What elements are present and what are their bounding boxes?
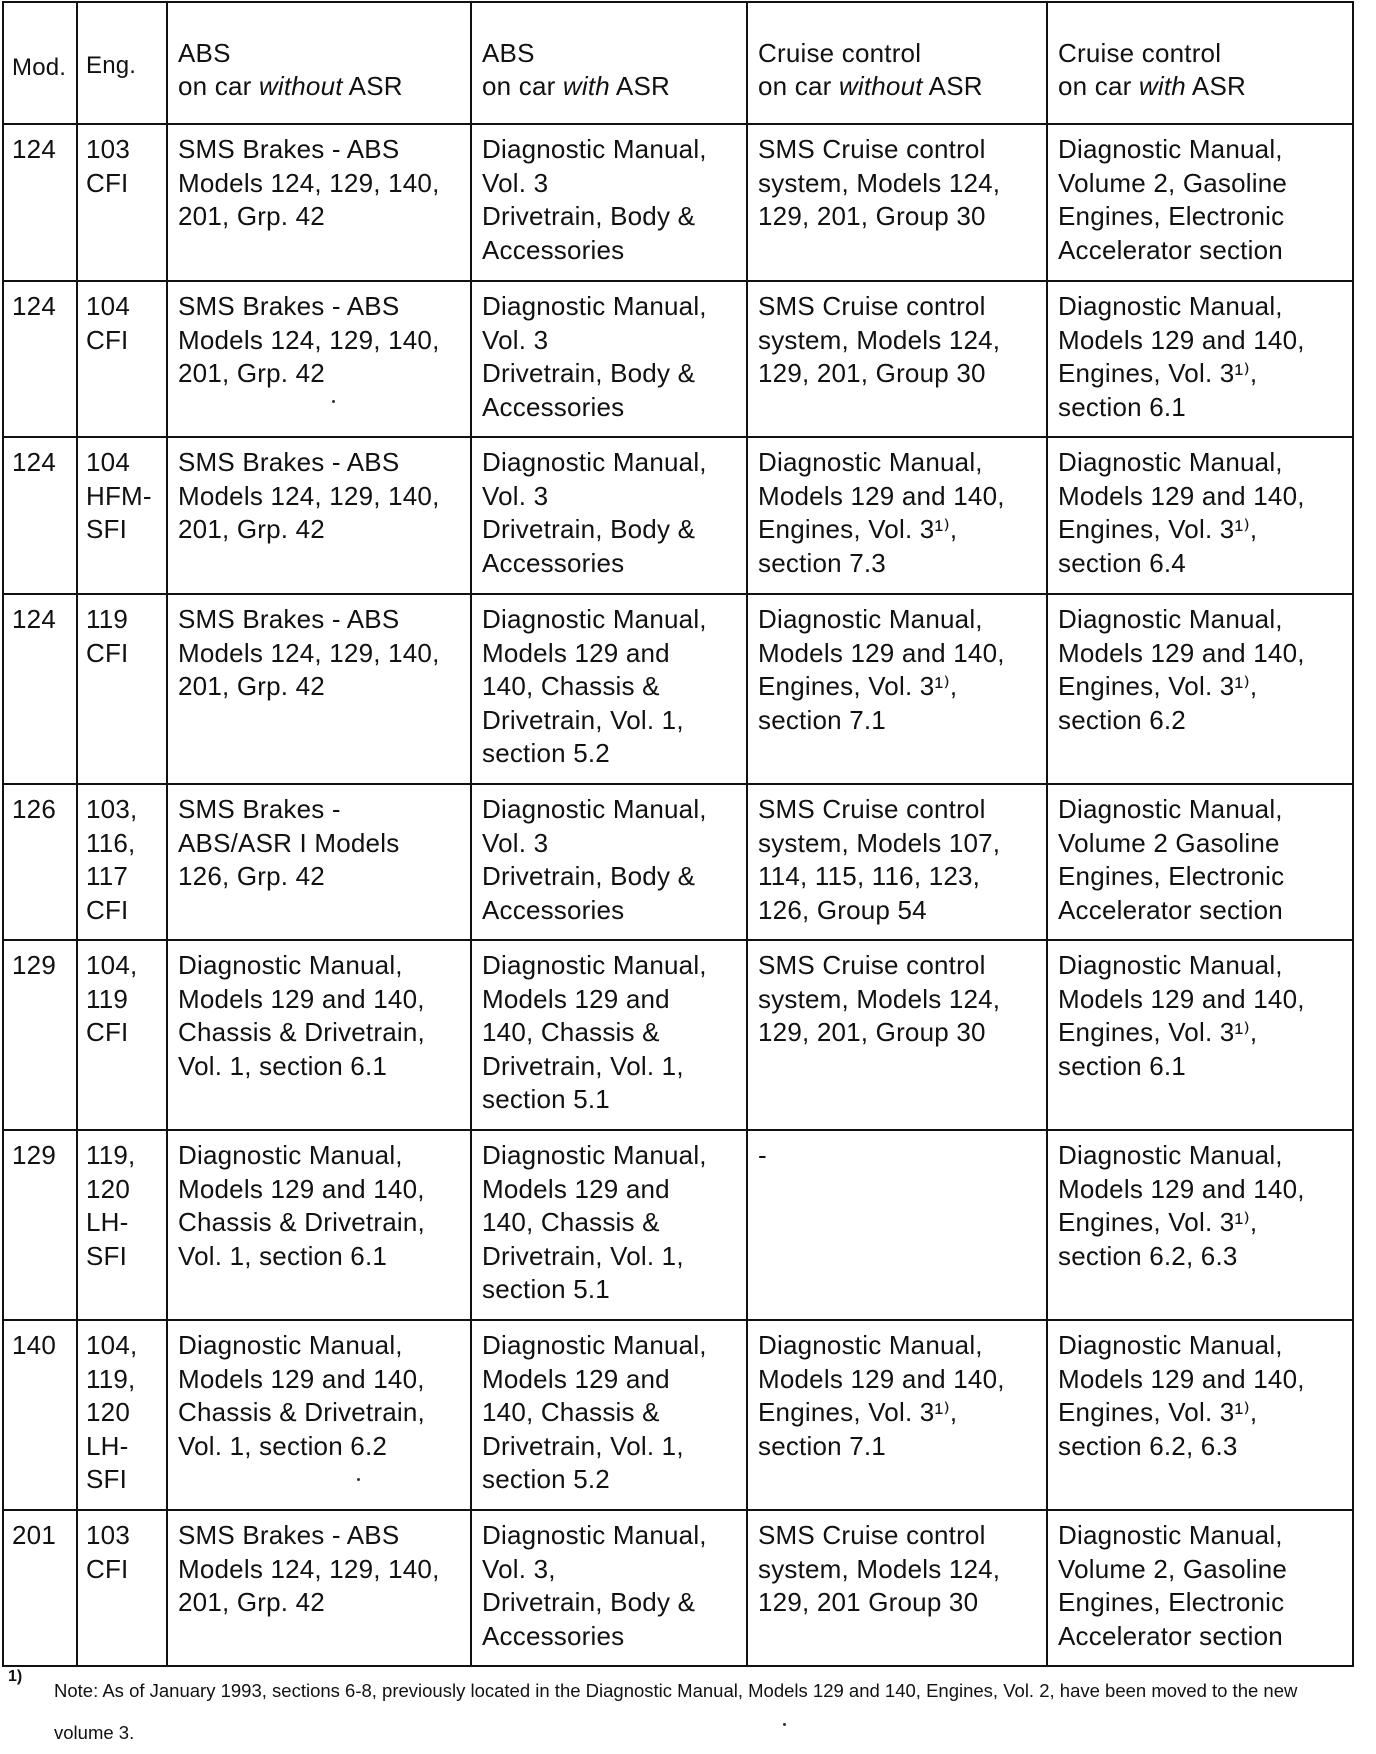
header-label-italic: with [1138, 71, 1186, 101]
header-label-line2b: ASR [1185, 71, 1246, 101]
scan-speck [357, 1478, 360, 1481]
abs-with-asr-cell: Diagnostic Manual, Models 129 and 140, Chassis & Drivetrain, Vol. 1, section 5.2 [471, 594, 747, 784]
abs-with-asr-cell: Diagnostic Manual, Vol. 3 Drivetrain, Body & Accessories [471, 437, 747, 594]
mod-cell: 124 [3, 437, 77, 594]
eng-cell: 104 HFM- SFI [77, 437, 167, 594]
eng-cell: 104, 119, 120 LH- SFI [77, 1320, 167, 1510]
eng-cell: 103 CFI [77, 124, 167, 281]
cruise-without-asr-cell: SMS Cruise control system, Models 107, 114, 115, 116, 123, 126, Group 54 [747, 784, 1047, 940]
cruise-with-asr-cell: Diagnostic Manual, Models 129 and 140, Engines, Vol. 3¹⁾, section 6.2, 6.3 [1047, 1320, 1353, 1510]
cruise-with-asr-cell: Diagnostic Manual, Volume 2, Gasoline Engines, Electronic Accelerator section [1047, 124, 1353, 281]
header-label-line1: Cruise control [758, 38, 922, 68]
mod-cell: 124 [3, 594, 77, 784]
cruise-with-asr-cell: Diagnostic Manual, Models 129 and 140, Engines, Vol. 3¹⁾, section 6.1 [1047, 940, 1353, 1130]
cruise-with-asr-cell: Diagnostic Manual, Volume 2 Gasoline Engines, Electronic Accelerator section [1047, 784, 1353, 940]
table-row [3, 1320, 1353, 1510]
cruise-without-asr-cell: SMS Cruise control system, Models 124, 129, 201, Group 30 [747, 940, 1047, 1130]
cruise-without-asr-cell: SMS Cruise control system, Models 124, 129, 201, Group 30 [747, 124, 1047, 281]
cruise-without-asr-cell: Diagnostic Manual, Models 129 and 140, Engines, Vol. 3¹⁾, section 7.1 [747, 1320, 1047, 1510]
table-row [3, 784, 1353, 940]
header-label-line2b: ASR [922, 71, 983, 101]
abs-without-asr-cell: Diagnostic Manual, Models 129 and 140, Chassis & Drivetrain, Vol. 1, section 6.1 [167, 940, 471, 1130]
abs-with-asr-cell: Diagnostic Manual, Models 129 and 140, Chassis & Drivetrain, Vol. 1, section 5.1 [471, 940, 747, 1130]
eng-cell: 103, 116, 117 CFI [77, 784, 167, 940]
cruise-without-asr-cell: SMS Cruise control system, Models 124, 129, 201, Group 30 [747, 281, 1047, 437]
cruise-without-asr-cell: Diagnostic Manual, Models 129 and 140, Engines, Vol. 3¹⁾, section 7.1 [747, 594, 1047, 784]
header-cruise-without-asr [747, 2, 1047, 124]
cruise-with-asr-cell: Diagnostic Manual, Models 129 and 140, Engines, Vol. 3¹⁾, section 6.2 [1047, 594, 1353, 784]
abs-without-asr-cell: SMS Brakes - ABS/ASR I Models 126, Grp. 42 [167, 784, 471, 940]
table-row [3, 437, 1353, 594]
header-mod [3, 2, 77, 124]
table-row [3, 1510, 1353, 1666]
table-row [3, 124, 1353, 281]
eng-cell: 104, 119 CFI [77, 940, 167, 1130]
abs-with-asr-cell: Diagnostic Manual, Models 129 and 140, Chassis & Drivetrain, Vol. 1, section 5.1 [471, 1130, 747, 1320]
header-label-italic: with [562, 71, 610, 101]
eng-cell: 119, 120 LH- SFI [77, 1130, 167, 1320]
mod-cell: 201 [3, 1510, 77, 1666]
header-label-line1: ABS [482, 38, 535, 68]
header-label-italic: without [838, 71, 923, 101]
header-label-line2a: on car [1058, 71, 1139, 101]
abs-without-asr-cell: Diagnostic Manual, Models 129 and 140, Chassis & Drivetrain, Vol. 1, section 6.2 [167, 1320, 471, 1510]
header-label-line2b: ASR [609, 71, 670, 101]
abs-with-asr-cell: Diagnostic Manual, Models 129 and 140, Chassis & Drivetrain, Vol. 1, section 5.2 [471, 1320, 747, 1510]
header-label-line2b: ASR [342, 71, 403, 101]
header-abs-with-asr [471, 2, 747, 124]
abs-without-asr-cell: SMS Brakes - ABS Models 124, 129, 140, 201, Grp. 42 [167, 594, 471, 784]
abs-without-asr-cell: SMS Brakes - ABS Models 124, 129, 140, 201, Grp. 42 [167, 1510, 471, 1666]
table-row [3, 940, 1353, 1130]
header-cruise-with-asr [1047, 2, 1353, 124]
header-label-line1: Cruise control [1058, 38, 1222, 68]
header-label-line1: ABS [178, 38, 231, 68]
abs-without-asr-cell: SMS Brakes - ABS Models 124, 129, 140, 201, Grp. 42 [167, 437, 471, 594]
abs-without-asr-cell: SMS Brakes - ABS Models 124, 129, 140, 201, Grp. 42 [167, 124, 471, 281]
scan-speck [783, 1723, 786, 1726]
cruise-without-asr-cell: Diagnostic Manual, Models 129 and 140, Engines, Vol. 3¹⁾, section 7.3 [747, 437, 1047, 594]
header-row [3, 2, 1353, 124]
footnote-marker: 1) [8, 1668, 23, 1685]
eng-cell: 103 CFI [77, 1510, 167, 1666]
header-label-line2a: on car [482, 71, 563, 101]
table-row [3, 594, 1353, 784]
scan-speck [332, 400, 335, 403]
abs-with-asr-cell: Diagnostic Manual, Vol. 3 Drivetrain, Body & Accessories [471, 281, 747, 437]
cruise-with-asr-cell: Diagnostic Manual, Models 129 and 140, Engines, Vol. 3¹⁾, section 6.2, 6.3 [1047, 1130, 1353, 1320]
cruise-with-asr-cell: Diagnostic Manual, Models 129 and 140, Engines, Vol. 3¹⁾, section 6.4 [1047, 437, 1353, 594]
header-eng-label: Eng. [86, 52, 137, 79]
table-row [3, 1130, 1353, 1320]
mod-cell: 124 [3, 281, 77, 437]
cruise-without-asr-cell: SMS Cruise control system, Models 124, 129, 201 Group 30 [747, 1510, 1047, 1666]
mod-cell: 140 [3, 1320, 77, 1510]
abs-with-asr-cell: Diagnostic Manual, Vol. 3, Drivetrain, Body & Accessories [471, 1510, 747, 1666]
mod-cell: 129 [3, 1130, 77, 1320]
abs-without-asr-cell: SMS Brakes - ABS Models 124, 129, 140, 201, Grp. 42 [167, 281, 471, 437]
header-label-italic: without [258, 71, 343, 101]
reference-table [2, 1, 1354, 1667]
abs-with-asr-cell: Diagnostic Manual, Vol. 3 Drivetrain, Body & Accessories [471, 784, 747, 940]
header-abs-without-asr [167, 2, 471, 124]
abs-without-asr-cell: Diagnostic Manual, Models 129 and 140, Chassis & Drivetrain, Vol. 1, section 6.1 [167, 1130, 471, 1320]
eng-cell: 119 CFI [77, 594, 167, 784]
table-row [3, 281, 1353, 437]
footnote-text: Note: As of January 1993, sections 6-8, previously located in the Diagnostic Manual, Models 129 and 140, Engines, Vol. 2, have been moved to the new volume 3. [54, 1680, 1298, 1743]
eng-cell: 104 CFI [77, 281, 167, 437]
abs-with-asr-cell: Diagnostic Manual, Vol. 3 Drivetrain, Body & Accessories [471, 124, 747, 281]
header-mod-label: Mod. [12, 54, 67, 81]
header-eng [77, 2, 167, 124]
mod-cell: 126 [3, 784, 77, 940]
mod-cell: 129 [3, 940, 77, 1130]
cruise-with-asr-cell: Diagnostic Manual, Models 129 and 140, Engines, Vol. 3¹⁾, section 6.1 [1047, 281, 1353, 437]
mod-cell: 124 [3, 124, 77, 281]
header-label-line2a: on car [178, 71, 259, 101]
cruise-without-asr-cell: - [747, 1130, 1047, 1320]
cruise-with-asr-cell: Diagnostic Manual, Volume 2, Gasoline Engines, Electronic Accelerator section [1047, 1510, 1353, 1666]
header-label-line2a: on car [758, 71, 839, 101]
